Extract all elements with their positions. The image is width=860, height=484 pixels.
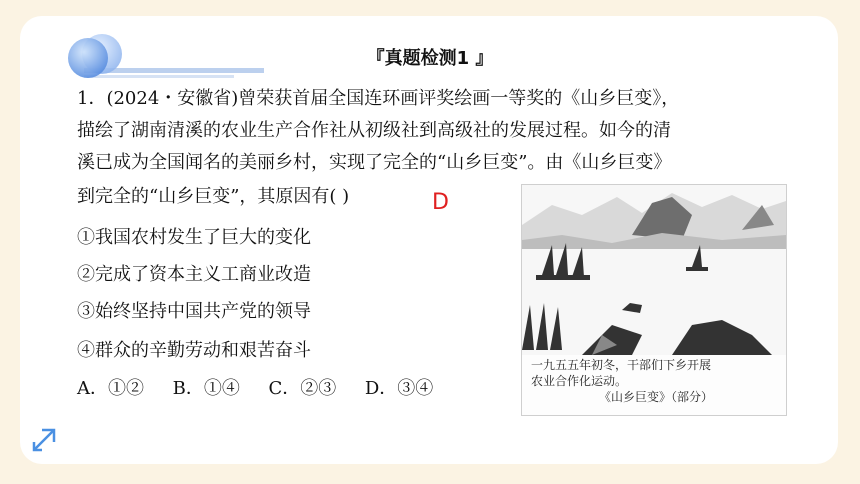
statement-4: ④群众的辛勤劳动和艰苦奋斗: [77, 340, 311, 361]
question-line-2: 描绘了湖南清溪的农业生产合作社从初级社到高级社的发展过程。如今的清: [77, 120, 671, 141]
question-line-3: 溪已成为全国闻名的美丽乡村，实现了完全的“山乡巨变”。由《山乡巨变》: [77, 152, 672, 173]
answer-choices: A．①② B．①④ C．②③ D．③④: [77, 378, 434, 399]
answer-mark: D: [432, 190, 449, 215]
caption-line-1: 一九五五年初冬，干部们下乡开展: [531, 358, 712, 372]
question-line-4: 到完全的“山乡巨变”，其原因有( ): [77, 186, 350, 207]
statement-2: ②完成了资本主义工商业改造: [77, 264, 311, 285]
figure-caption: [531, 357, 781, 405]
caption-source: 《山乡巨变》（部分）: [598, 390, 713, 404]
diagonal-arrow-icon[interactable]: [30, 424, 60, 454]
landscape-illustration: [522, 185, 786, 355]
slide-title: 『真题检测1 』: [366, 48, 494, 69]
statement-3: ③始终坚持中国共产党的领导: [77, 301, 311, 322]
caption-line-2: 农业合作化运动。: [531, 374, 628, 388]
statement-1: ①我国农村发生了巨大的变化: [77, 227, 311, 248]
question-line-1: 1．(2024・安徽省)曾荣获首届全国连环画评奖绘画一等奖的《山乡巨变》，: [77, 88, 680, 109]
